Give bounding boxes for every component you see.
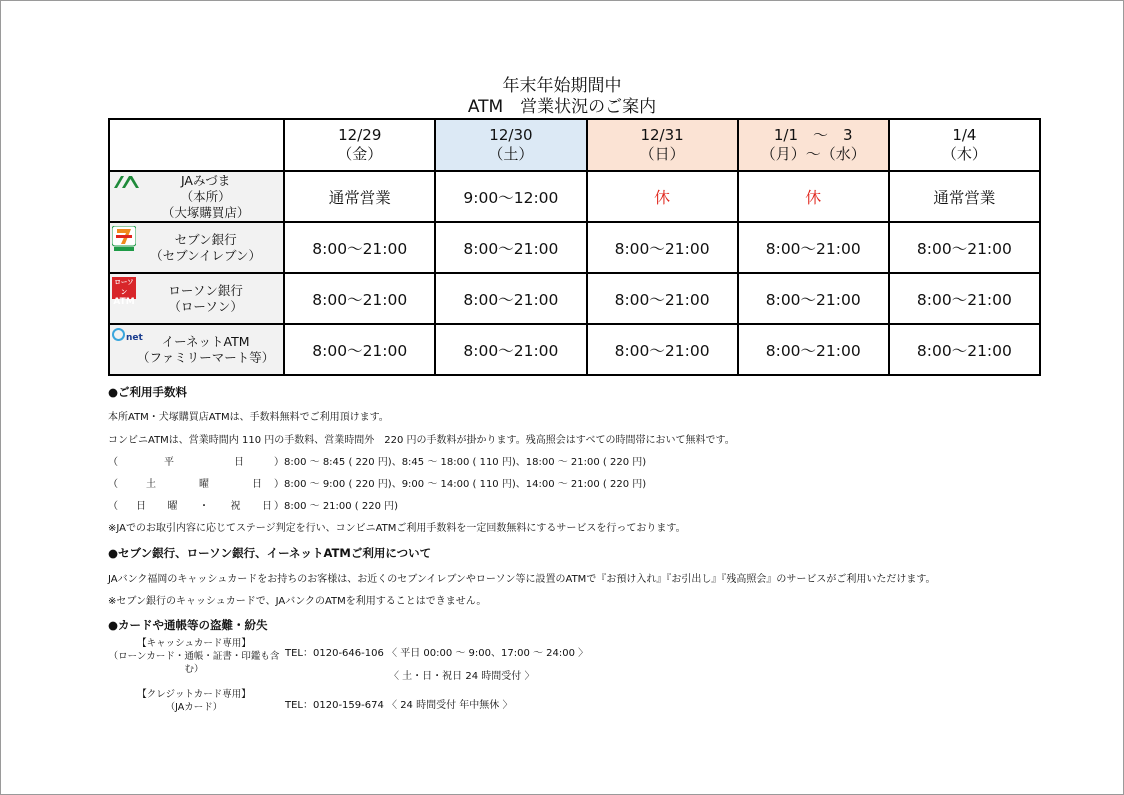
header-weekday: （木） [941, 145, 987, 163]
bank-cell-enet [109, 324, 284, 375]
fees-line-2: コンビニATMは、営業時間内 110 円の手数料、営業時間外 220 円の手数料が掛かります。残高照会はすべての時間帯において無料です。 [108, 435, 735, 446]
page-title: 年末年始期間中 [502, 76, 622, 96]
cash-card-tel: TEL：0120-646-106 〈 平日 00:00 ～ 9:00、17:00 ～ 24:00 〉 [285, 648, 589, 659]
closed-cell: 休 [587, 171, 738, 222]
seven-bank-logo-icon [112, 226, 136, 252]
fee-row-holiday: （ 日 曜 ・ 祝 日 ） 8:00 ～ 21:00 ( 220 円) [108, 497, 808, 511]
hours-cell: 8:00～21:00 [738, 273, 889, 324]
fee-row-weekday: （ 平 日 ） 8:00 ～ 8:45 ( 220 円)、8:45 ～ 18:00 ( 110 円)、18:00 ～ 21:00 ( 220 円) [108, 453, 808, 467]
header-weekday: （日） [639, 145, 685, 163]
conv-line-1: JAバンク福岡のキャッシュカードをお持ちのお客様は、お近くのセブンイレブンやローソン等に設置のATMで『お預け入れ』『お引出し』『残高照会』のサービスがご利用いただけます。 [108, 574, 936, 585]
hours-cell: 9:00～12:00 [435, 171, 586, 222]
bank-sub: （大塚購買店） [161, 204, 250, 220]
header-cell-1231 [587, 119, 738, 171]
bank-name: イーネットATM [161, 333, 250, 349]
lawson-bank-logo-icon: ローソン ATM [113, 278, 135, 307]
fee-row-label: 日 曜 ・ 祝 日 [136, 501, 272, 512]
fees-note: ※JAでのお取引内容に応じてステージ判定を行い、コンビニATMご利用手数料を一定回数無料にするサービスを行っております。 [108, 523, 686, 534]
theft-heading: ●カードや通帳等の盗難・紛失 [108, 618, 268, 632]
closed-cell: 休 [738, 171, 889, 222]
hours-cell: 8:00～21:00 [284, 222, 435, 273]
fees-heading: ●ご利用手数料 [108, 385, 188, 399]
bank-name: JAみづま [180, 172, 231, 188]
conv-heading: ●セブン銀行、ローソン銀行、イーネットATMご利用について [108, 546, 432, 560]
bank-cell-ja [109, 171, 284, 222]
header-row [109, 119, 1040, 171]
header-weekday: （金） [337, 145, 383, 163]
header-cell-1229 [284, 119, 435, 171]
hours-cell: 通常営業 [889, 171, 1040, 222]
bank-name: セブン銀行 [174, 231, 237, 247]
hours-cell: 8:00～21:00 [738, 324, 889, 375]
bank-cell-seven [109, 222, 284, 273]
bank-sub: （ローソン） [168, 298, 243, 314]
table-row-enet [109, 324, 1040, 375]
hours-cell: 8:00～21:00 [435, 222, 586, 273]
header-date: 1/1 ～ 3 [773, 126, 853, 144]
header-weekday: （月）～（水） [760, 145, 866, 163]
header-corner-cell [109, 119, 284, 171]
hours-cell: 8:00～21:00 [738, 222, 889, 273]
hours-cell: 8:00～21:00 [435, 273, 586, 324]
bank-cell-lawson [109, 273, 284, 324]
header-date: 12/29 [338, 126, 382, 144]
hours-cell: 8:00～21:00 [587, 273, 738, 324]
credit-card-label: 【クレジットカード専用】 （JAカード） [137, 689, 251, 713]
hours-cell: 通常営業 [284, 171, 435, 222]
cash-card-tel-2: 〈 土・日・祝日 24 時間受付 〉 [389, 671, 535, 682]
ja-logo-icon [112, 175, 140, 189]
fee-row-label: 土 曜 日 [146, 479, 262, 490]
fee-row-saturday: （ 土 曜 日 ） 8:00 ～ 9:00 ( 220 円)、9:00 ～ 14:00 ( 110 円)、14:00 ～ 21:00 ( 220 円) [108, 475, 808, 489]
hours-cell: 8:00～21:00 [889, 222, 1040, 273]
bank-name: ローソン銀行 [168, 282, 243, 298]
hours-cell: 8:00～21:00 [284, 273, 435, 324]
hours-cell: 8:00～21:00 [587, 324, 738, 375]
table-row-seven [109, 222, 1040, 273]
enet-logo-icon: net [112, 328, 146, 344]
bank-sub: （本所） [180, 188, 231, 204]
header-weekday: （土） [488, 145, 534, 163]
header-cell-0101-0103 [738, 119, 889, 171]
credit-card-tel: TEL：0120-159-674 〈 24 時間受付 年中無休 〉 [285, 700, 513, 711]
header-date: 12/31 [640, 126, 684, 144]
hours-cell: 8:00～21:00 [889, 273, 1040, 324]
hours-cell: 8:00～21:00 [284, 324, 435, 375]
bank-sub: （セブンイレブン） [150, 247, 262, 263]
conv-line-2: ※セブン銀行のキャッシュカードで、JAバンクのATMを利用することはできません。 [108, 596, 487, 607]
hours-cell: 8:00～21:00 [435, 324, 586, 375]
atm-schedule-table [108, 118, 1041, 376]
fee-row-label: 平 日 [164, 457, 244, 468]
fee-row-text: 8:00 ～ 9:00 ( 220 円)、9:00 ～ 14:00 ( 110 円)、14:00 ～ 21:00 ( 220 円) [284, 479, 647, 490]
page-subtitle: ATM 営業状況のご案内 [467, 97, 657, 117]
bank-sub: （ファミリーマート等） [136, 349, 275, 365]
table-row-ja [109, 171, 1040, 222]
header-cell-1230 [435, 119, 586, 171]
fee-row-text: 8:00 ～ 8:45 ( 220 円)、8:45 ～ 18:00 ( 110 円)、18:00 ～ 21:00 ( 220 円) [284, 457, 647, 468]
header-date: 1/4 [952, 126, 977, 144]
fee-row-text: 8:00 ～ 21:00 ( 220 円) [284, 501, 399, 512]
cash-card-label: 【キャッシュカード専用】 （ローンカード・通帳・証書・印鑑も含む） [108, 638, 280, 675]
header-cell-0104 [889, 119, 1040, 171]
hours-cell: 8:00～21:00 [889, 324, 1040, 375]
header-date: 12/30 [489, 126, 533, 144]
fees-line-1: 本所ATM・犬塚購買店ATMは、手数料無料でご利用頂けます。 [108, 412, 389, 423]
table-row-lawson [109, 273, 1040, 324]
hours-cell: 8:00～21:00 [587, 222, 738, 273]
